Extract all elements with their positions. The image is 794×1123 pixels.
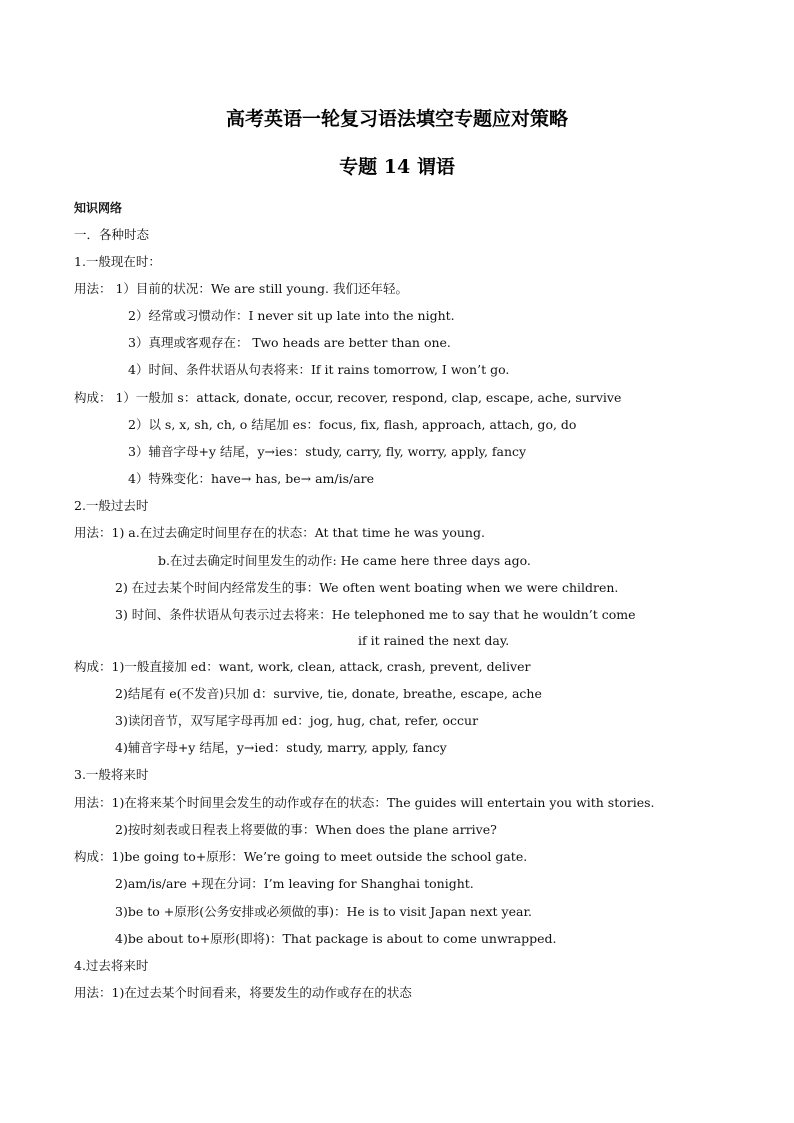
- text-line: if it rained the next day.: [358, 633, 510, 648]
- text-line: 2)结尾有 e(不发音)只加 d：survive, tie, donate, breathe, escape, ache: [115, 686, 542, 701]
- text-line: 1.一般现在时：: [74, 254, 161, 269]
- text-line: 用法：1)在将来某个时间里会发生的动作或存在的状态：The guides will entertain you with stories.: [74, 795, 655, 810]
- text-line: 用法：1)在过去某个时间看来，将要发生的动作或存在的状态: [74, 985, 412, 1000]
- text-line: 2)按时刻表或日程表上将要做的事：When does the plane arrive?: [115, 822, 497, 837]
- text-line: 构成： 1）一般加 s：attack, donate, occur, recover, respond, clap, escape, ache, survive: [74, 390, 622, 405]
- text-line: b.在过去确定时间里发生的动作: He came here three days ago.: [158, 553, 531, 568]
- text-line: 2.一般过去时: [74, 498, 149, 513]
- text-line: 4)辅音字母+y 结尾，y→ied：study, marry, apply, fancy: [115, 740, 447, 755]
- text-line: 2）以 s, x, sh, ch, o 结尾加 es：focus, fix, flash, approach, attach, go, do: [128, 417, 577, 432]
- text-line: 3) 时间、条件状语从句表示过去将来：He telephoned me to say that he wouldn’t come: [115, 607, 636, 622]
- text-line: 2)am/is/are +现在分词：I’m leaving for Shanghai tonight.: [115, 876, 474, 891]
- section-heading: 知识网络: [74, 201, 123, 215]
- text-line: 一．各种时态: [74, 227, 150, 242]
- text-line: 3)读闭音节，双写尾字母再加 ed：jog, hug, chat, refer, occur: [115, 713, 479, 728]
- document-subtitle: 专题 14 谓语: [339, 156, 455, 178]
- text-line: 3.一般将来时: [74, 767, 149, 782]
- text-line: 3)be to +原形(公务安排或必须做的事)：He is to visit Japan next year.: [115, 904, 533, 919]
- text-line: 4）特殊变化：have→ has, be→ am/is/are: [128, 471, 375, 486]
- text-line: 构成：1)一般直接加 ed：want, work, clean, attack, crash, prevent, deliver: [74, 659, 531, 674]
- text-line: 4)be about to+原形(即将)：That package is about to come unwrapped.: [115, 931, 557, 946]
- document-title: 高考英语一轮复习语法填空专题应对策略: [225, 108, 568, 130]
- text-line: 3）真理或客观存在： Two heads are better than one.: [128, 335, 451, 350]
- text-line: 用法： 1）目前的状况：We are still young. 我们还年轻。: [74, 281, 408, 296]
- text-line: 构成：1)be going to+原形：We’re going to meet outside the school gate.: [74, 849, 528, 864]
- text-line: 4）时间、条件状语从句表将来：If it rains tomorrow, I won’t go.: [128, 362, 510, 377]
- text-line: 用法：1) a.在过去确定时间里存在的状态：At that time he was young.: [74, 525, 485, 540]
- text-line: 4.过去将来时: [74, 958, 149, 973]
- text-line: 3）辅音字母+y 结尾，y→ies：study, carry, fly, worry, apply, fancy: [128, 444, 527, 459]
- text-line: 2）经常或习惯动作：I never sit up late into the night.: [128, 308, 455, 323]
- text-line: 2) 在过去某个时间内经常发生的事：We often went boating when we were children.: [115, 580, 619, 595]
